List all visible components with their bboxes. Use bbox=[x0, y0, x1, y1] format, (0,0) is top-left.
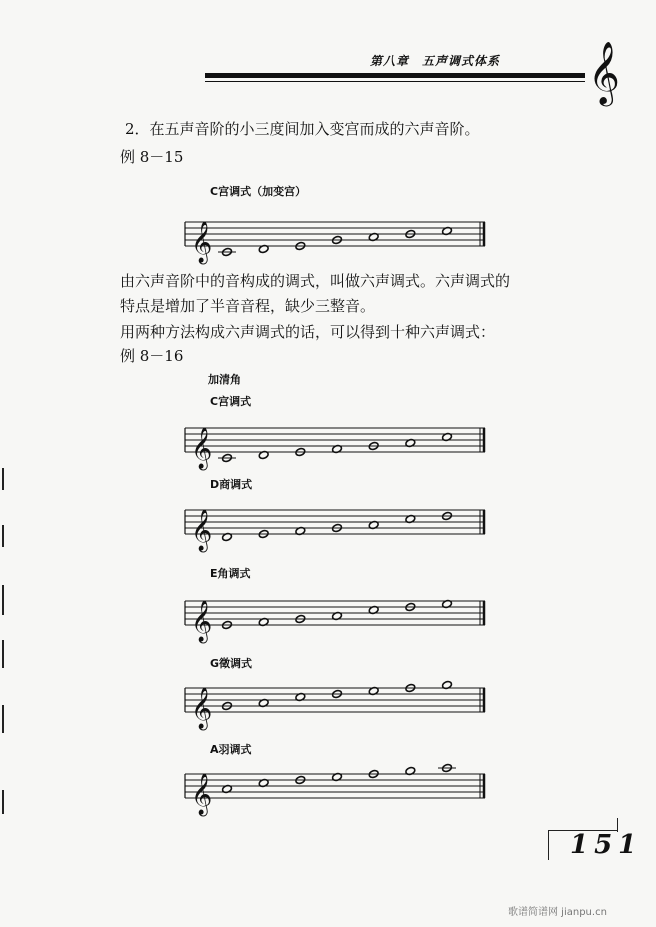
paragraph-1-line-2: 特点是增加了半音音程，缺少三整音。 bbox=[120, 297, 376, 315]
example-label-8-16: 例 8－16 bbox=[120, 347, 184, 365]
staff-caption: G徵调式 bbox=[210, 657, 253, 670]
page-number: 151 bbox=[570, 830, 643, 860]
header-rule-thin bbox=[205, 81, 585, 82]
music-staff bbox=[185, 678, 490, 728]
treble-clef-icon: 𝄞 bbox=[191, 428, 213, 469]
margin-mark bbox=[2, 790, 4, 814]
example-label-8-15: 例 8－15 bbox=[120, 148, 184, 166]
staff-caption: A羽调式 bbox=[210, 743, 252, 756]
staff-caption: C宫调式 bbox=[210, 395, 252, 408]
margin-mark bbox=[2, 468, 4, 490]
music-staff bbox=[185, 500, 490, 550]
music-staff bbox=[185, 212, 490, 262]
margin-mark bbox=[2, 585, 4, 615]
page-number-frame bbox=[548, 830, 549, 860]
example-subtitle: 加清角 bbox=[208, 373, 241, 386]
treble-clef-icon: 𝄞 bbox=[191, 222, 213, 263]
music-staff bbox=[185, 591, 490, 641]
treble-clef-icon: 𝄞 bbox=[191, 688, 213, 729]
treble-clef-icon: 𝄞 bbox=[191, 601, 213, 642]
paragraph-1-line-1: 由六声音阶中的音构成的调式，叫做六声调式。六声调式的 bbox=[120, 272, 511, 290]
header-rule-thick bbox=[205, 73, 585, 78]
margin-mark bbox=[2, 705, 4, 733]
staff-caption: E角调式 bbox=[210, 567, 251, 580]
paragraph-2: 用两种方法构成六声调式的话，可以得到十种六声调式： bbox=[120, 323, 496, 341]
treble-clef-icon: 𝄞 bbox=[588, 41, 620, 104]
staff-caption: C宫调式（加变宫） bbox=[210, 185, 307, 198]
section-heading: 2．在五声音阶的小三度间加入变宫而成的六声音阶。 bbox=[125, 120, 480, 138]
margin-mark bbox=[2, 525, 4, 547]
treble-clef-icon: 𝄞 bbox=[191, 510, 213, 551]
music-staff bbox=[185, 764, 490, 814]
treble-clef-icon: 𝄞 bbox=[191, 774, 213, 815]
chapter-header: 第八章 五声调式体系 bbox=[370, 54, 501, 68]
margin-mark bbox=[2, 640, 4, 668]
music-staff bbox=[185, 418, 490, 468]
staff-caption: D商调式 bbox=[210, 478, 253, 491]
watermark: 歌谱简谱网 jianpu.cn bbox=[508, 907, 607, 918]
